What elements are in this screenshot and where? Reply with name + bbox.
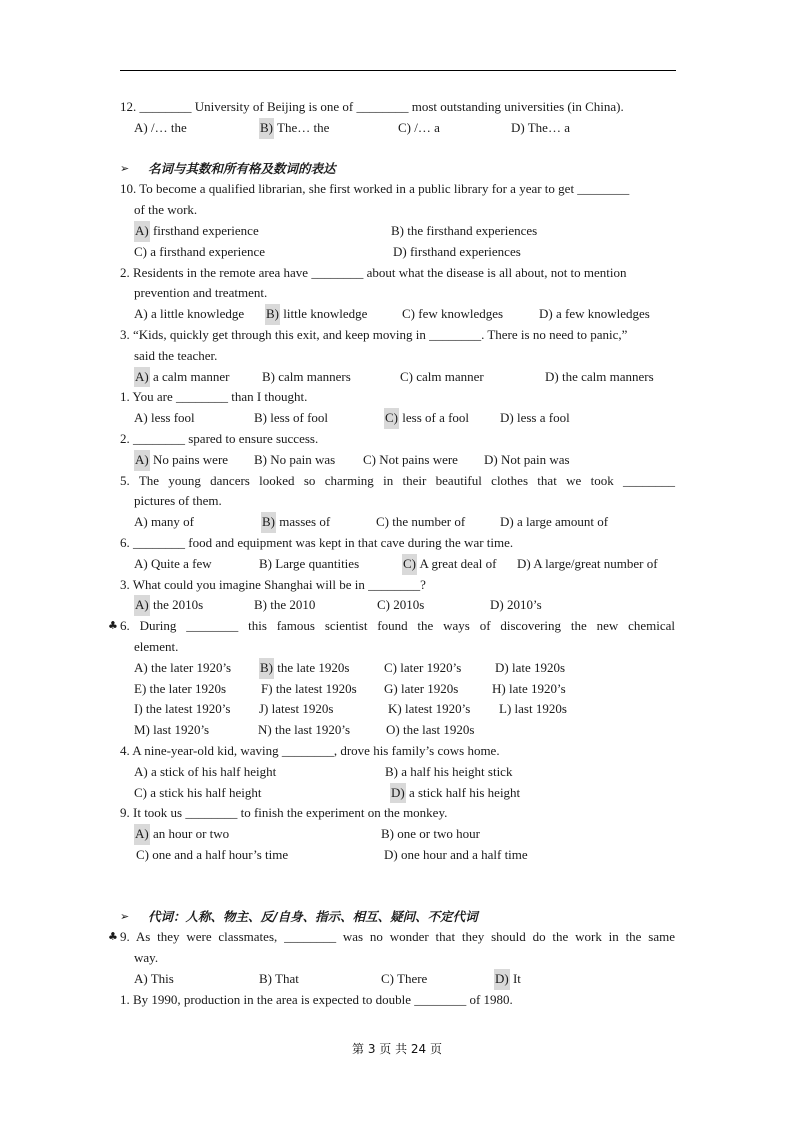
answer-option — [384, 658, 461, 679]
option-letter: B) — [259, 118, 274, 139]
option-letter: D) — [390, 783, 406, 804]
option-letter: K) — [388, 701, 402, 717]
q6a-stem: 6. ________ food and equipment was kept in that cave during the war time. — [120, 534, 514, 550]
option-letter: B) — [391, 222, 404, 238]
option-letter: A) — [134, 763, 148, 779]
answer-option — [539, 304, 650, 325]
option-text: an hour or two — [149, 826, 230, 842]
option-letter: D) — [384, 846, 398, 862]
q10-stem: 10. To become a qualified librarian, she first worked in a public library for a year to get ________ — [120, 181, 630, 197]
answer-option — [384, 845, 528, 866]
option-letter: C) — [134, 784, 147, 800]
answer-option — [134, 554, 212, 575]
option-text: late 1920s — [508, 659, 566, 675]
option-letter: G) — [384, 680, 398, 696]
answer-option — [134, 450, 228, 471]
answer-option — [259, 699, 333, 720]
answer-option — [134, 512, 194, 533]
option-text: That — [272, 971, 299, 987]
q6b-stem: ♣ 6. During ________ this famous scientist found the ways of discovering the new chemical — [0, 616, 794, 637]
q1b-stem: 1. By 1990, production in the area is expected to double ________ of 1980. — [120, 991, 513, 1007]
q5-stem: 5. The young dancers looked so charming in their beautiful clothes that we took ________ — [120, 472, 675, 488]
option-text: a stick half his height — [405, 784, 521, 800]
option-text: calm manner — [413, 368, 484, 384]
answer-option — [134, 118, 187, 139]
answer-option — [134, 783, 261, 804]
q6b-options-row4 — [0, 720, 794, 741]
q12-stem: 12. ________ University of Beijing is one of ________ most outstanding universities (in China). — [120, 99, 624, 114]
q3a-cont: said the teacher. — [134, 347, 218, 363]
option-text: less of a fool — [399, 410, 470, 426]
answer-option — [261, 679, 357, 700]
option-text: later 1920’s — [397, 659, 462, 675]
q4-options-row1 — [0, 762, 794, 783]
answer-option — [511, 118, 570, 139]
option-text: one or two hour — [394, 826, 480, 842]
option-letter: M) — [134, 722, 150, 738]
option-letter: A) — [134, 595, 150, 616]
answer-option — [384, 679, 458, 700]
option-text: This — [147, 971, 174, 987]
q4-stem: 4. A nine-year-old kid, waving ________, drove his family’s cows home. — [120, 742, 500, 758]
option-letter: B) — [381, 826, 394, 842]
option-text: a stick of his half height — [147, 763, 277, 779]
answer-option — [377, 595, 424, 616]
answer-option — [376, 512, 465, 533]
answer-option — [363, 450, 458, 471]
q1a-options — [0, 408, 794, 429]
section-heading-pronouns: ➢ 代词：人称、物主、反/自身、指示、相互、疑问、不定代词 — [0, 907, 794, 928]
option-letter: D) — [393, 243, 407, 259]
option-text: few knowledges — [415, 306, 504, 322]
answer-option — [381, 969, 427, 990]
answer-option — [254, 408, 328, 429]
option-text: a half his height stick — [398, 763, 513, 779]
q10-cont: of the work. — [134, 202, 198, 218]
answer-option — [492, 679, 566, 700]
option-text: No pains were — [149, 451, 229, 467]
option-text: the calm manners — [558, 368, 654, 384]
option-letter: B) — [262, 368, 275, 384]
page-footer: 第 3 页 共 24 页 — [352, 1042, 442, 1056]
option-letter: A) — [134, 119, 148, 135]
option-text: a large amount of — [513, 514, 609, 530]
q6b-options-row1 — [0, 658, 794, 679]
option-text: a firsthand experience — [147, 243, 266, 259]
q9b-cont: way. — [134, 950, 159, 966]
option-text: the later 1920’s — [147, 659, 232, 675]
option-text: /… a — [411, 119, 440, 135]
option-letter: A) — [134, 555, 148, 571]
answer-option — [545, 367, 654, 388]
answer-option — [134, 824, 229, 845]
option-text: less fool — [147, 410, 195, 426]
club-icon: ♣ — [108, 930, 118, 944]
option-text: 2010s — [390, 597, 425, 613]
option-letter: D) — [500, 514, 514, 530]
option-letter: C) — [384, 408, 399, 429]
option-letter: O) — [386, 722, 400, 738]
option-text: the firsthand experiences — [404, 222, 538, 238]
answer-option — [495, 658, 565, 679]
option-text: one hour and a half time — [397, 846, 528, 862]
option-letter: E) — [134, 680, 147, 696]
q9a-options-row1 — [0, 824, 794, 845]
option-letter: D) — [494, 969, 510, 990]
q1a-stem: 1. You are ________ than I thought. — [120, 389, 308, 405]
option-text: a little knowledge — [147, 306, 245, 322]
option-text: Not pains were — [376, 451, 458, 467]
q9b-stem: ♣ 9. As they were classmates, ________ was no wonder that they should do the work in the same — [0, 927, 794, 948]
answer-option — [134, 679, 226, 700]
q3b-stem: 3. What could you imagine Shanghai will be in ________? — [120, 576, 426, 592]
answer-option — [500, 408, 570, 429]
option-letter: B) — [261, 512, 276, 533]
option-letter: B) — [265, 304, 280, 325]
option-text: a stick his half height — [147, 784, 262, 800]
answer-option — [258, 720, 350, 741]
answer-option — [134, 304, 244, 325]
answer-option — [262, 367, 351, 388]
option-letter: A) — [134, 221, 150, 242]
option-text: the latest 1920’s — [142, 701, 231, 717]
q9b-options — [0, 969, 794, 990]
answer-option — [259, 118, 329, 139]
option-letter: C) — [134, 243, 147, 259]
answer-option — [390, 783, 520, 804]
answer-option — [134, 969, 174, 990]
option-text: A large/great number of — [530, 555, 658, 571]
option-letter: I) — [134, 701, 143, 717]
option-letter: C) — [400, 368, 413, 384]
answer-option — [517, 554, 658, 575]
option-letter: B) — [385, 763, 398, 779]
club-icon: ♣ — [108, 619, 118, 633]
option-letter: D) — [500, 410, 514, 426]
q6b-cont: element. — [134, 638, 179, 654]
option-letter: C) — [376, 514, 389, 530]
q10-options-row1 — [0, 221, 794, 242]
answer-option — [134, 595, 203, 616]
option-text: a few knowledges — [552, 306, 650, 322]
q6b-options-row2 — [0, 679, 794, 700]
answer-option — [134, 408, 195, 429]
answer-option — [254, 595, 315, 616]
option-letter: B) — [259, 555, 272, 571]
option-letter: D) — [484, 451, 498, 467]
option-letter: A) — [134, 367, 150, 388]
option-text: the last 1920’s — [271, 722, 351, 738]
option-letter: B) — [259, 658, 274, 679]
answer-option — [400, 367, 484, 388]
option-letter: D) — [511, 119, 525, 135]
section-heading-nouns: ➢ 名词与其数和所有格及数词的表达 — [0, 159, 794, 180]
option-text: Large quantities — [272, 555, 360, 571]
option-letter: D) — [517, 555, 531, 571]
answer-option — [484, 450, 570, 471]
option-text: the late 1920s — [274, 659, 350, 675]
option-letter: D) — [495, 659, 509, 675]
option-text: Not pain was — [497, 451, 570, 467]
option-text: The… the — [274, 119, 330, 135]
option-letter: H) — [492, 680, 506, 696]
option-letter: B) — [254, 410, 267, 426]
answer-option — [261, 512, 330, 533]
option-text: The… a — [524, 119, 570, 135]
option-text: /… the — [147, 119, 187, 135]
q2a-cont: prevention and treatment. — [134, 285, 268, 301]
answer-option — [134, 699, 230, 720]
option-letter: A) — [134, 306, 148, 322]
option-text: a calm manner — [149, 368, 230, 384]
option-letter: C) — [384, 659, 397, 675]
answer-option — [134, 658, 231, 679]
option-text: masses of — [276, 514, 331, 530]
q5-cont: pictures of them. — [134, 493, 222, 509]
option-text: the 2010 — [267, 597, 316, 613]
option-text: latest 1920s — [268, 701, 334, 717]
option-letter: A) — [134, 971, 148, 987]
q5-options — [0, 512, 794, 533]
option-text: Quite a few — [147, 555, 212, 571]
option-letter: F) — [261, 680, 273, 696]
option-text: A great deal of — [417, 555, 497, 571]
header-rule — [120, 70, 676, 71]
answer-option — [386, 720, 474, 741]
answer-option — [385, 762, 512, 783]
arrow-bullet-icon: ➢ — [120, 909, 130, 923]
option-letter: B) — [259, 971, 272, 987]
answer-option — [254, 450, 335, 471]
q9a-options-row2 — [0, 845, 794, 866]
answer-option — [259, 658, 349, 679]
answer-option — [259, 554, 359, 575]
q2b-stem: 2. ________ spared to ensure success. — [120, 430, 319, 446]
option-text: less of fool — [267, 410, 329, 426]
option-letter: C) — [381, 971, 394, 987]
option-text: firsthand experience — [149, 222, 259, 238]
option-letter: D) — [539, 306, 553, 322]
option-letter: D) — [545, 368, 559, 384]
arrow-bullet-icon: ➢ — [120, 161, 130, 175]
option-letter: C) — [398, 119, 411, 135]
option-text: the last 1920s — [399, 722, 475, 738]
option-letter: L) — [499, 701, 512, 717]
option-letter: A) — [134, 450, 150, 471]
q6a-options — [0, 554, 794, 575]
option-text: late 1920’s — [505, 680, 566, 696]
answer-option — [500, 512, 608, 533]
option-letter: D) — [490, 597, 504, 613]
answer-option — [391, 221, 537, 242]
answer-option — [402, 554, 496, 575]
q3a-stem: 3. “Kids, quickly get through this exit, and keep moving in ________. There is no need to panic,” — [120, 326, 628, 342]
option-letter: A) — [134, 824, 150, 845]
answer-option — [136, 845, 288, 866]
option-letter: C) — [136, 846, 149, 862]
q4-options-row2 — [0, 783, 794, 804]
option-text: the latest 1920s — [272, 680, 357, 696]
answer-option — [134, 242, 265, 263]
answer-option — [384, 408, 469, 429]
option-letter: B) — [254, 597, 267, 613]
q3a-options — [0, 367, 794, 388]
q2a-stem: 2. Residents in the remote area have ________ about what the disease is all about, not to mention — [120, 264, 627, 280]
option-letter: N) — [258, 722, 272, 738]
option-text: latest 1920’s — [401, 701, 471, 717]
answer-option — [494, 969, 521, 990]
option-text: many of — [147, 514, 194, 530]
option-letter: C) — [363, 451, 376, 467]
option-text: 2010’s — [503, 597, 542, 613]
option-text: No pain was — [267, 451, 336, 467]
option-text: less a fool — [513, 410, 570, 426]
option-text: calm manners — [275, 368, 351, 384]
answer-option — [134, 367, 229, 388]
q2a-options — [0, 304, 794, 325]
answer-option — [134, 720, 209, 741]
answer-option — [265, 304, 367, 325]
option-text: one and a half hour’s time — [149, 846, 289, 862]
option-letter: A) — [134, 659, 148, 675]
option-text: It — [509, 971, 521, 987]
option-text: the number of — [389, 514, 466, 530]
answer-option — [398, 118, 440, 139]
option-letter: J) — [259, 701, 269, 717]
option-text: little knowledge — [280, 306, 368, 322]
q12-options — [0, 118, 794, 139]
option-text: last 1920’s — [149, 722, 210, 738]
option-text: later 1920s — [397, 680, 459, 696]
q2b-options — [0, 450, 794, 471]
option-text: last 1920s — [511, 701, 567, 717]
option-text: firsthand experiences — [406, 243, 521, 259]
answer-option — [388, 699, 470, 720]
option-letter: A) — [134, 514, 148, 530]
option-letter: C) — [402, 554, 417, 575]
option-text: the later 1920s — [146, 680, 227, 696]
answer-option — [134, 221, 259, 242]
option-letter: B) — [254, 451, 267, 467]
option-letter: C) — [377, 597, 390, 613]
option-letter: C) — [402, 306, 415, 322]
q3b-options — [0, 595, 794, 616]
q6b-options-row3 — [0, 699, 794, 720]
option-text: There — [394, 971, 428, 987]
answer-option — [259, 969, 299, 990]
question-content — [0, 97, 794, 1011]
q10-options-row2 — [0, 242, 794, 263]
answer-option — [402, 304, 503, 325]
option-letter: A) — [134, 410, 148, 426]
q9a-stem: 9. It took us ________ to finish the experiment on the monkey. — [120, 805, 448, 821]
answer-option — [393, 242, 521, 263]
answer-option — [381, 824, 480, 845]
answer-option — [499, 699, 567, 720]
answer-option — [134, 762, 276, 783]
option-text: the 2010s — [149, 597, 204, 613]
answer-option — [490, 595, 542, 616]
